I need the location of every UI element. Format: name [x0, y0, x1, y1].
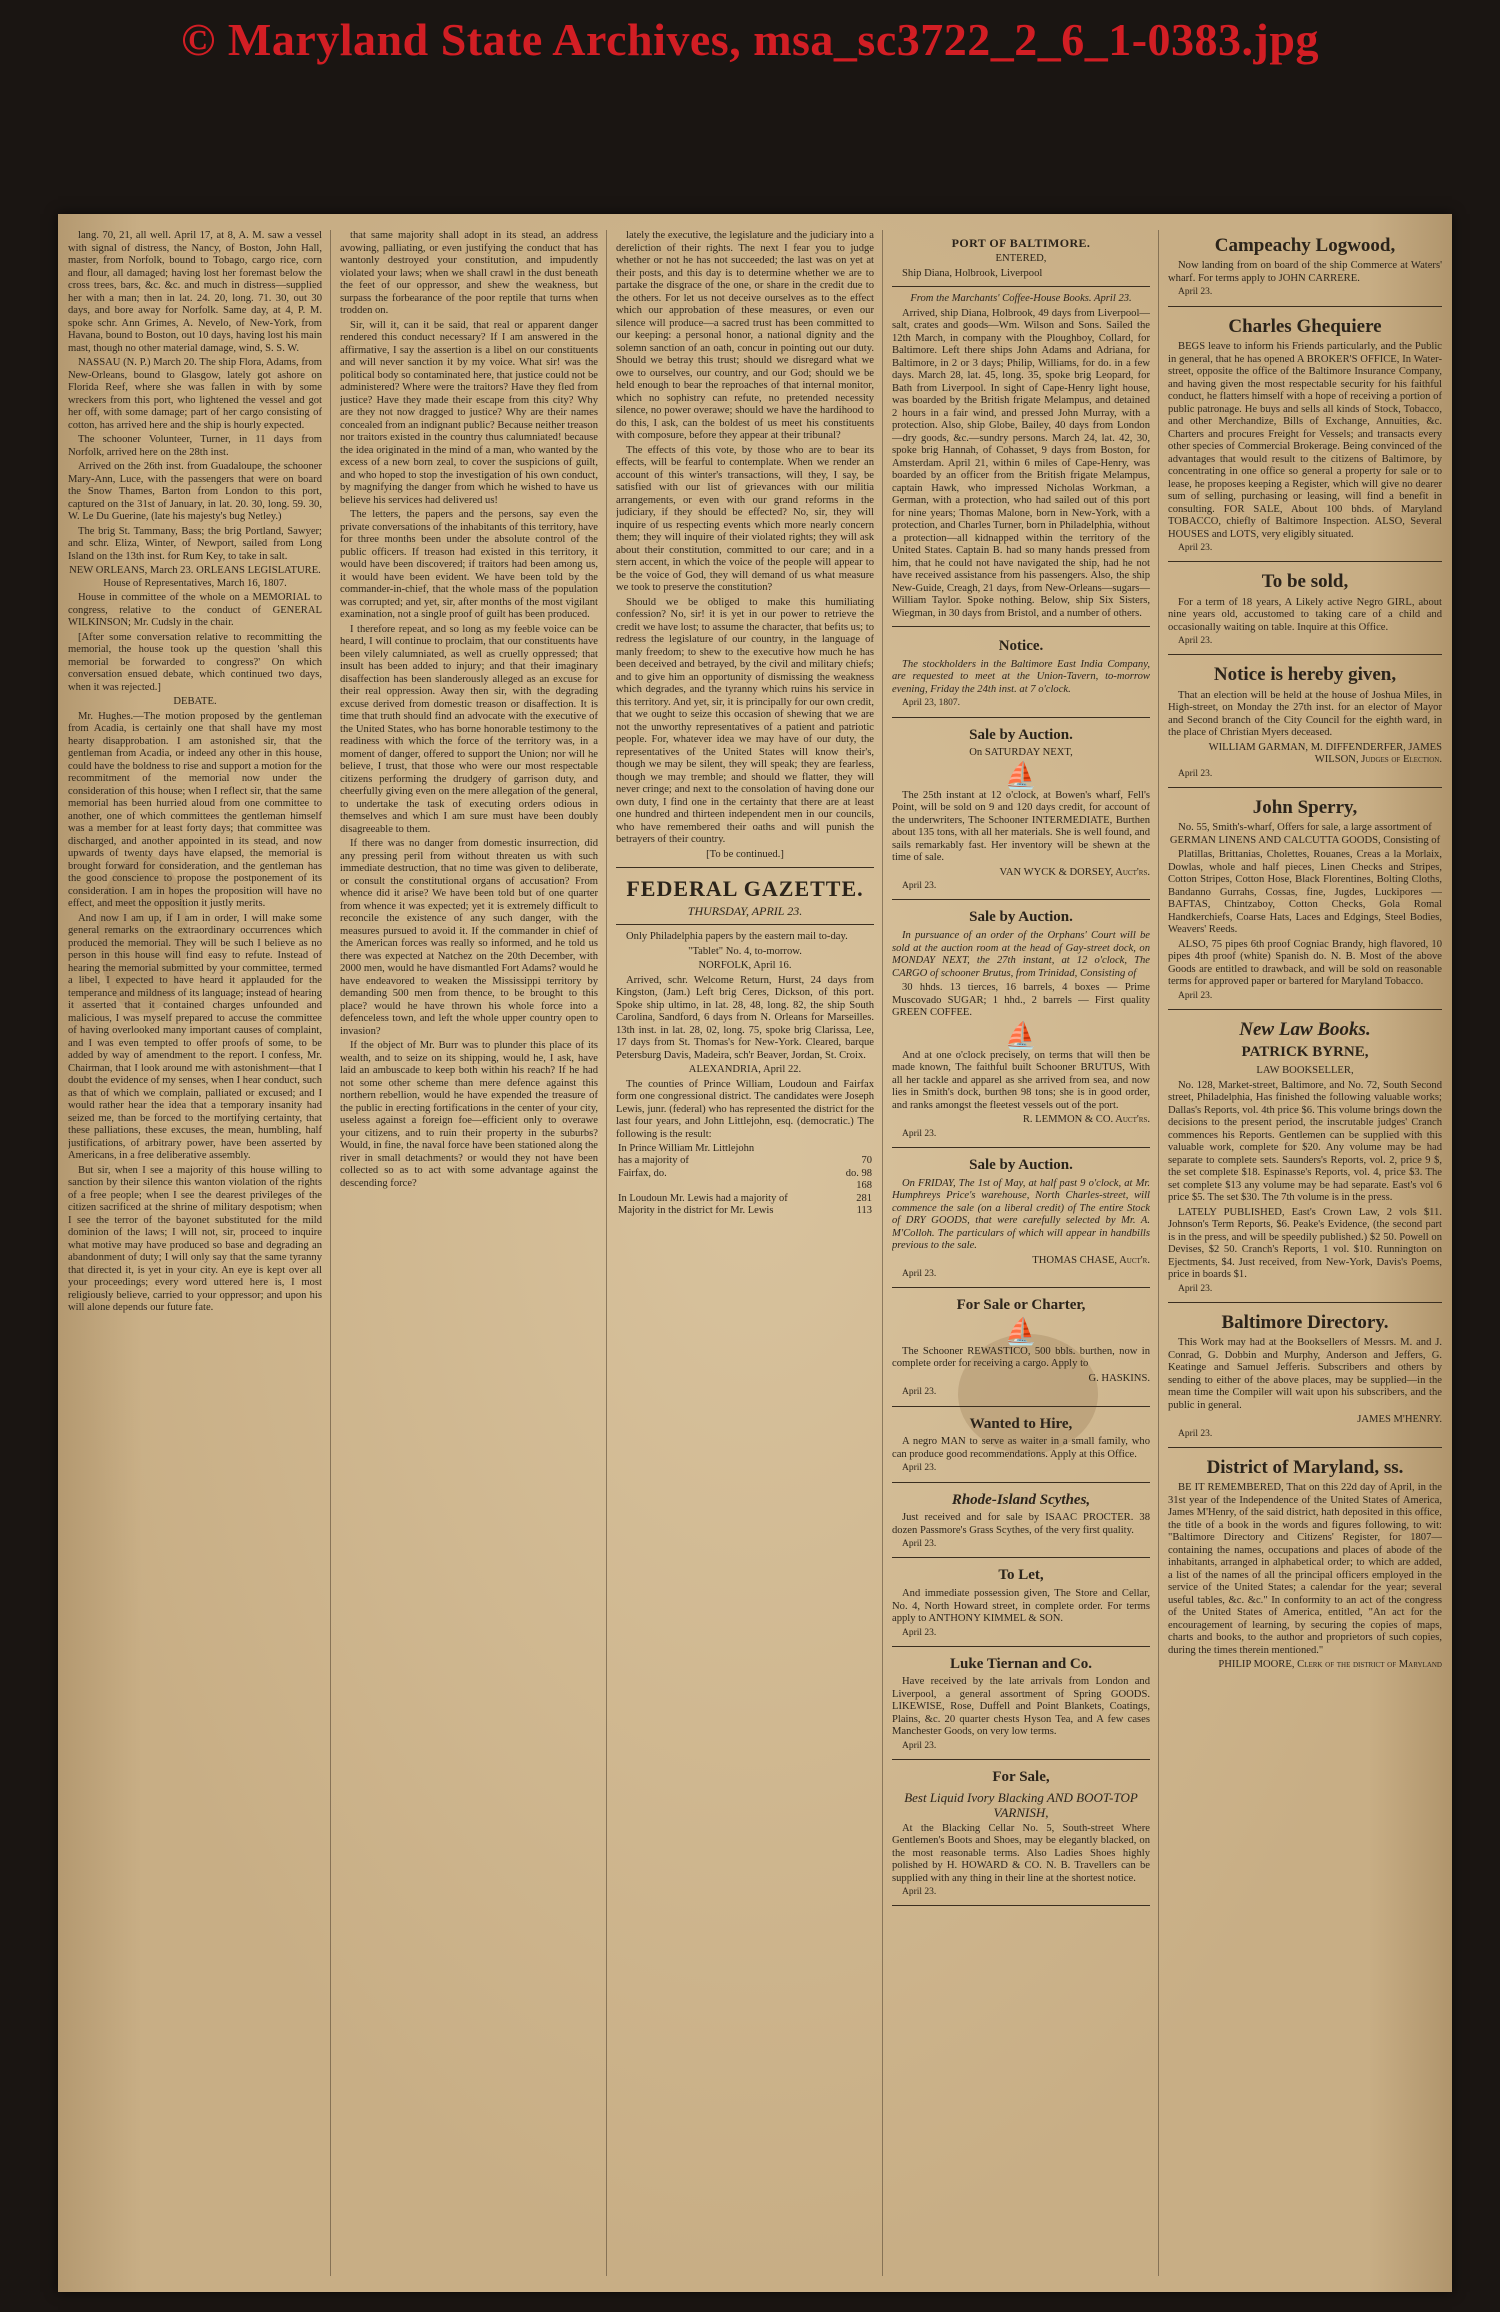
table-row	[616, 1205, 874, 1217]
ad-date: April 23.	[902, 1627, 937, 1638]
table-row	[616, 1168, 874, 1180]
ad-text: A negro MAN to serve as waiter in a small family, who can produce good recommendations. Apply at this Office.	[892, 1436, 1150, 1460]
ad-text: In pursuance of an order of the Orphans' Court will be sold at the auction room at the head of Gay-street dock, on MONDAY NEXT, the 27th instant, at 12 o'clock, The CARGO of schooner Brutus, from Trinidad, Consisting of	[892, 930, 1150, 979]
ad-goods: 30 hhds. 13 tierces, 16 barrels, 4 boxes — Prime Muscovado SUGAR; 1 hhd., 2 barrels — First quality GREEN COFFEE.	[892, 982, 1150, 1019]
ad-text: Now landing from on board of the ship Commerce at Waters' wharf. For terms apply to JOHN CARRERE.	[1168, 260, 1442, 284]
ad-date: April 23.	[902, 1740, 937, 1751]
table-cell: 168	[856, 1180, 872, 1192]
ad-title: Sale by Auction.	[969, 909, 1073, 926]
ad-election-notice	[1168, 659, 1442, 788]
bookseller-role: LAW BOOKSELLER,	[1256, 1065, 1354, 1077]
column-rule	[330, 230, 331, 2276]
ad-law-books	[1168, 1014, 1442, 1303]
paragraph: I therefore repeat, and so long as my feeble voice can be heard, I will continue to proclaim, that our constituents have been vilely calumniated, as well as cruelly oppressed; that insult has been added to injury; and that their imaginary disaffection has been slanderously alleged as an excuse for their real oppression. Away then sir, with the degrading excuse derived from domestic treason or disaffection. It is time that truth should find an advocate with the executive of the United States, who has borne honorable testimony to the readiness with which the force of the territory was, in a moment of danger, offered to support the Union; nor will he believe, I trust, that those who were our most respectable citizens performing the drudgery of garrison duty, and cheerfully giving even on the mere allegation of the general, to undertake the task of executing orders odious in themselves and which I am sure must have been doubly disagreeable to them.	[340, 623, 598, 835]
table-row	[616, 1155, 874, 1167]
paragraph: lang. 70, 21, all well. April 17, at 8, A. M. saw a vessel with signal of distress, the Nancy, of Boston, John Hall, master, from Norfolk, bound to Tobago, cargo rice, corn and flour, all damaged; having lost her foremast below the cross trees, bars, &c. &c. and much in distress—supplied her with a man; then in lat. 24. 20, long. 71. 30, out 30 days, and bore away for Norfolk. Same day, at 4, P. M. spoke schr. Ann Grimes, A. Nevelo, of New-York, from Havana, bound to Boston, out 10 days, having lost his main mast, though no other material damage, wind, S. S. W.	[68, 230, 322, 354]
table-cell: Majority in the district for Mr. Lewis	[618, 1204, 774, 1216]
continued-note: [To be continued.]	[706, 848, 784, 860]
paragraph: But sir, when I see a majority of this house willing to sanction by their silence this wanton violation of the rights of a free people; when I see the dearest privileges of the citizen sacrificed at the shrine of military despotism; when I see the terror of the bayonet substituted for the mild dominion of the laws; I will not, sir, proceed to inquire what motive may have produced so base and degrading an abandonment of duty; I will only say that the same tyranny that directed it, is yet in your city. An eye is kept over all your proceedings; every word uttered here is, I most religiously believe, carried to your oppressor; and upon his will alone depends our future fate.	[68, 1164, 322, 1313]
ad-wanted-to-hire	[892, 1411, 1150, 1483]
ad-title: Notice is hereby given,	[1213, 664, 1397, 686]
entered-label: ENTERED,	[995, 253, 1047, 265]
ad-title: Rhode-Island Scythes,	[951, 1491, 1091, 1508]
ad-title: Campeachy Logwood,	[1214, 235, 1396, 256]
ad-date: April 23.	[902, 1539, 937, 1550]
dateline: ALEXANDRIA, April 22.	[688, 1064, 802, 1076]
divider	[616, 924, 874, 925]
archive-watermark-banner: © Maryland State Archives, msa_sc3722_2_6_1-0383.jpg	[0, 0, 1500, 86]
paragraph: The letters, the papers and the persons, say even the private conversations of the inhabitants of this territory, have for three months been under the absolute control of the public officers. If treason had existed in this territory, it would have been discovered; if traitors had been among us, it would have been evident. We have been told by the commander-in-chief, that the whole mass of the population was corrupted; and yet, sir, after months of the most vigilant examination, not a single proof of guilt has been produced.	[340, 509, 598, 620]
ad-date: April 23.	[902, 1128, 937, 1139]
table-cell	[836, 1143, 874, 1155]
newspaper-page	[58, 214, 1452, 2292]
ad-text: And immediate possession given, The Store and Cellar, No. 4, North Howard street, in complete order. For terms apply to ANTHONY KIMMEL & SON.	[892, 1588, 1150, 1625]
ad-date: April 23.	[1178, 768, 1213, 779]
ad-text: BE IT REMEMBERED, That on this 22d day of April, in the 31st year of the Independence of the United States of America, James M'Henry, of the said district, hath deposited in this office, the title of a book in the words and figures following, to wit: "Baltimore Directory and Citizens' Register, for 1807—containing the names, occupations and places of abode of the inhabitants, arranged in alphabetical order; to which are added, a list of the names of all the principal officers employed in the service of the United States; a calendar for the year; several useful tables, &c. &c." In conformity to an act of the congress of the United States of America, entitled, "An act for the encouragement of learning, by securing the copies of maps, charts and books, to the author and proprietors of such copies, during the times therein mentioned."	[1168, 1482, 1442, 1656]
paragraph: And now I am up, if I am in order, I will make some general remarks on the extraordinary occurrences which produced the memorial. They will be such I believe as no person in this house will find easy to refute. Instead of hearing the memorial submitted by your committee, termed a libel, I expected to have heard it applauded for the temperance and mildness of its language; instead of hearing it asserted that it contained charges unfounded and malicious, I was myself prepared to accuse the committee of having overlooked many important causes of complaint, and I was even tempted to offer proofs of some, to be added by way of amendment to the report. I confess, Mr. Chairman, that I look around me with astonishment—that I doubt the evidence of my senses, when I hear conduct, such as that of which we complain, palliated or excused; and I would rather hear the idea that a temporary insanity had seized me, than be forced to the mortifying certainty, that these palliations, these excuses, the mean, humbling, half justifications, of arbitrary power, have been asserted by Americans, in a free deliberative assembly.	[68, 912, 322, 1161]
ad-text: That an election will be held at the house of Joshua Miles, in High-street, on Monday the 27th inst. for an elector of Mayor and Second branch of the City Council for the eighth ward, in the place of Christian Myers deceased.	[1168, 689, 1442, 739]
ad-text: The Schooner REWASTICO, 500 bbls. burthen, now in complete order for receiving a cargo. Apply to	[892, 1345, 1150, 1370]
divider	[892, 286, 1150, 287]
ad-signature: THOMAS CHASE, Auct'r.	[1032, 1254, 1150, 1266]
ad-title: New Law Books.	[1239, 1019, 1371, 1041]
paragraph: [After some conversation relative to recommitting the memorial, the house took up the question 'shall this memorial be forwarded to congress?' On which conversation ensued debate, which continued two days, when it was rejected.]	[68, 631, 322, 693]
divider	[616, 867, 874, 868]
ad-district-copyright	[1168, 1452, 1442, 1679]
column-rule	[606, 230, 607, 2276]
divider	[892, 626, 1150, 627]
paragraph: Arrived on the 26th inst. from Guadaloupe, the schooner Mary-Ann, Luce, with the passengers that were on board the Snow Thames, Barton from London to this port, captured on the 31st of January, in lat. 20. 30, long. 59. 30, W. Le Du Guerine, (late his majesty's bug Netley.)	[68, 461, 322, 522]
ad-date: April 23.	[902, 1887, 937, 1898]
ad-text: LATELY PUBLISHED, East's Crown Law, 2 vols $11. Johnson's Term Reports, $6. Peake's Evidence, (the second part is in the press, and will be speedily published.) $2 50. Powell on Devises, $2 50. Cranch's Reports, 1 vol. $10. Runnington on Ejectments, $4. Just received, from New-York, Davis's Poems, price in boards $1.	[1168, 1206, 1442, 1281]
table-cell: In Prince William Mr. Littlejohn	[618, 1143, 755, 1155]
column-4-port-ads	[892, 230, 1150, 2276]
ad-john-sperry	[1168, 792, 1442, 1010]
bookseller-name: PATRICK BYRNE,	[1241, 1044, 1369, 1061]
paragraph: lately the executive, the legislature and the judiciary into a dereliction of their rights. The next I fear you to judge whether or not he has not succeeded; the last was on yet at their posts, and this day is to determine whether we are to partake the disgrace of the one, or share in the credit due to the others. For let us not deceive ourselves as to the effect which our approbation of these measures, or even our silence will produce—a sacred trust has been committed to our keeping: a personal honor, a national dignity and the solemn sanction of an oath, concur in pointing out our duty. Should we betray this trust; should we disregard what we owe to ourselves, our country, and our God; should we be held enough to bear the reproaches of that internal monitor, which no sophistry can refute, no pretended necessity silence, no power overawe; should we have the hardihood to do this, I ask, can the boldest of us meet his constituents with composure, before they appear at their tribunal?	[616, 230, 874, 441]
ship-icon: ⛵	[1004, 1020, 1038, 1050]
column-rule	[1158, 230, 1159, 2276]
table-cell: do. 98	[845, 1167, 872, 1179]
column-1-news	[68, 230, 322, 2276]
ad-logwood	[1168, 230, 1442, 307]
section-heading: DEBATE.	[173, 696, 217, 707]
ad-signature: PHILIP MOORE, Clerk of the district of Maryland	[1218, 1659, 1442, 1671]
ad-date: April 23.	[1178, 543, 1213, 554]
entered-line: Ship Diana, Holbrook, Liverpool	[902, 267, 1043, 279]
ad-title: Notice.	[998, 638, 1044, 655]
table-cell: 113	[856, 1204, 872, 1216]
ad-text: And at one o'clock precisely, on terms that will then be made known, The faithful built Schooner BRUTUS, With all her tackle and apparel as she arrived from sea, and now lies in Smith's dock, burthen 98 tons; she is in good order, and ranks amongst the fleetest vessels out of the port.	[892, 1049, 1150, 1111]
ad-lead: On SATURDAY NEXT,	[969, 747, 1073, 759]
paragraph: that same majority shall adopt in its stead, an address avowing, palliating, or even justifying the conduct that has wantonly destroyed your constitution, and impudently violated your laws; when we shall crawl in the dust beneath the feet of our oppressor, and shew the weakness, but surpass the forbearance of the poor reptile that turns when trodden on.	[340, 230, 598, 316]
mail-notice: Only Philadelphia papers by the eastern mail to-day.	[626, 931, 848, 943]
ship-icon: ⛵	[1004, 1316, 1038, 1346]
ad-tiernan	[892, 1651, 1150, 1760]
paragraph: NASSAU (N. P.) March 20. The ship Flora, Adams, from New-Orleans, bound to Glasgow, lately got ashore on Florida Reef, where she was fallen in with by some wreckers from this port, who lightened the vessel and got her off, with some damage; part of her cargo consisting of cotton, has arrived here and the ship is hourly expected.	[68, 357, 322, 431]
ad-auction-2	[892, 904, 1150, 1147]
ad-text: No. 55, Smith's-wharf, Offers for sale, a large assortment of GERMAN LINENS AND CALCUTTA GOODS, Consisting of	[1169, 822, 1441, 846]
column-3-debate-gazette	[616, 230, 874, 2276]
ad-to-let	[892, 1562, 1150, 1646]
ad-title: To Let,	[998, 1567, 1044, 1584]
paragraph: The counties of Prince William, Loudoun and Fairfax form one congressional district. The candidates were Joseph Lewis, junr. (federal) who has represented the district for the last four years, and John Littlejohn, esq. (democratic.) The following is the result:	[616, 1078, 874, 1140]
ad-date: April 23, 1807.	[902, 698, 961, 709]
ship-icon: ⛵	[1004, 760, 1038, 790]
paragraph: If there was no danger from domestic insurrection, did any pressing peril from without threaten us with such immediate destruction, that no time was given to deliberate, or consult the constitutional organs of accusation? From whence did it arise? We have been told but of one quarter from whence it was expected; yet it is extremely difficult to reconcile the existence of any such danger, with the measures pursued to avoid it. If the commander in chief of the American forces was really so informed, and he told us there was expected at Natchez on the 20th December, with 2000 men, would he have dismantled Fort Adams? would he have endeavored to weaken the Mississippi territory by demanding 500 men from thence, to be brought to this place? would he have thrown his whole force into a defenceless town, and left the whole upper country open to invasion?	[340, 838, 598, 1037]
ad-date: April 23.	[902, 881, 937, 892]
paragraph: Arrived, ship Diana, Holbrook, 49 days from Liverpool—salt, crates and goods—Wm. Wilson and Sons. Sailed the 12th March, in company with the Ploughboy, Collard, for Baltimore. Left there ships John Adams and Adriana, for Baltimore, in 2 or 3 days; Philip, Williams, for do. in a few days. March 28, lat. 45, long. 35, spoke brig Leopard, for Bath from Liverpool. In sight of Cape-Henry light house, was boarded by the British frigate Melampus, and detained 2 hours in a fair wind, and pressed John Murray, with a protection. Also, ship Globe, Bailey, 40 days from London—dry goods, &c.—sundry persons. March 24, lat. 42, 30, spoke brig Hannah, of Cohasset, 9 days from Boston, for Amsterdam. April 21, within 6 miles of Cape-Henry, was boarded by an officer from the British frigate Melampus, captain Hawk, who impressed Nicholas Workman, a German, with a protection, who had sailed out of this port for nine years; Thomas Malone, born in New-York, with a protection, and Charles Turner, born in Philadelphia, without a protection—all kidnapped within the territory of the United States. Captain B. had so many hands pressed from him, that he could not have navigated the ship, had he not have received assistance from his passengers. Also, the ship New-Guide, Creagh, 21 days, from New-Orleans—sugars—William Taylor. Spoke nothing. Below, ship Six Sisters, Wiegman, in 30 days from Bristol, and a number of others.	[892, 307, 1150, 619]
ad-scythes	[892, 1487, 1150, 1559]
ad-broker-office	[1168, 311, 1442, 563]
ad-text: On FRIDAY, The 1st of May, at half past 9 o'clock, at Mr. Humphreys Price's warehouse, North Charles-street, will commence the sale (on a liberal credit) of The entire Stock of DRY GOODS, that were carefully selected by Mr. A. M'Colloh. The particulars of which will appear in handbills previous to the sale.	[892, 1177, 1150, 1252]
column-5-ads	[1168, 230, 1442, 2276]
ad-title: For Sale or Charter,	[956, 1297, 1086, 1314]
column-rule	[882, 230, 883, 2276]
paragraph: The effects of this vote, by those who are to bear its effects, will be fearful to contemplate. When we render an account of this winter's transactions, will they, I say, be satisfied with our list of grievances with our militia arrangements, or even with our grand reforms in the judiciary, if they should be effected? No, sir, they will inquire of us respecting events which more nearly concern them; they will inquire of their violated rights; they will ask about their constitution, committed to our care; and in a stern accent, in which the voice of the people will appear to be the voice of God, they will demand of us what measure we took to preserve the constitution?	[616, 444, 874, 593]
table-cell: In Loudoun Mr. Lewis had a majority of	[618, 1192, 788, 1204]
federal-gazette-date: THURSDAY, APRIL 23.	[687, 903, 803, 918]
election-results-table	[616, 1143, 874, 1217]
paragraph: Arrived, schr. Welcome Return, Hurst, 24 days from Kingston, (Jam.) Left brig Ceres, Dickson, of this port. Spoke ship ultimo, in lat. 28, 48, long. 82, the ship South Carolina, Sandford, 6 days from N. Orleans for Marseilles. 13th inst. in lat. 28, 02, long. 75, spoke brig Clarissa, Lee, 17 days from St. Thomas's for New-York. Cleared, barque Petersburg Davis, Madeira, sch'r Beaver, Jordan, St. Croix.	[616, 974, 874, 1061]
ad-date: April 23.	[1178, 1428, 1213, 1439]
dateline: NEW ORLEANS, March 23. ORLEANS LEGISLATURE. House of Representatives, March 16, 1807.	[69, 565, 321, 589]
ad-signature: JAMES M'HENRY.	[1357, 1414, 1442, 1426]
ad-text: Just received and for sale by ISAAC PROCTER. 38 dozen Passmore's Grass Scythes, of the very first quality.	[892, 1512, 1150, 1536]
federal-gazette-title: FEDERAL GAZETTE.	[626, 876, 864, 901]
ad-date: April 23.	[1178, 636, 1213, 647]
ad-text: For a term of 18 years, A Likely active Negro GIRL, about nine years old, accustomed to taking care of a child and occasionally waiting on table. Inquire at this Office.	[1168, 596, 1442, 633]
dateline: NORFOLK, April 16.	[698, 960, 792, 972]
ad-charter	[892, 1292, 1150, 1406]
ad-text: Have received by the late arrivals from London and Liverpool, a general assortment of Spring GOODS. LIKEWISE, Rose, Duffell and Point Blankets, Coatings, Plains, &c. 20 quarter chests Hyson Tea, and A few cases Manchester Goods, on very low terms.	[892, 1676, 1150, 1738]
ad-date: April 23.	[902, 1387, 937, 1398]
ad-text: At the Blacking Cellar No. 5, South-street Where Gentlemen's Boots and Shoes, may be elegantly blacked, on the most reasonable terms. Also Ladies Shoes highly polished by H. HOWARD & CO. N. B. Travellers can be supplied with any thing in their line at the shortest notice.	[892, 1822, 1150, 1884]
ad-to-be-sold	[1168, 566, 1442, 655]
ad-date: April 23.	[1178, 287, 1213, 298]
ad-subtitle: Best Liquid Ivory Blacking AND BOOT-TOP VARNISH,	[904, 1789, 1138, 1821]
ad-text: The 25th instant at 12 o'clock, at Bowen's wharf, Fell's Point, will be sold on 9 and 120 days credit, for account of the underwriters, The Schooner INTERMEDIATE, Burthen about 135 tons, with all her materials. She is well found, and sails remarkably fast. Her inventory will be shewn at the time of sale.	[892, 789, 1150, 864]
table-cell: 281	[856, 1192, 872, 1204]
table-row	[616, 1193, 874, 1205]
table-row	[616, 1180, 874, 1192]
ad-auction-1	[892, 722, 1150, 901]
ad-title: Luke Tiernan and Co.	[950, 1655, 1092, 1672]
ad-title: Charles Ghequiere	[1228, 315, 1382, 337]
ad-title: Sale by Auction.	[969, 726, 1073, 743]
ad-title: District of Maryland, ss.	[1206, 1456, 1404, 1478]
ad-title: To be sold,	[1261, 571, 1349, 593]
paragraph: The schooner Volunteer, Turner, in 11 days from Norfolk, arrived here on the 28th inst.	[68, 434, 322, 458]
ad-signature: R. LEMMON & CO. Auct'rs.	[1022, 1114, 1150, 1126]
paragraph: Should we be obliged to make this humiliating confession? No, sir! it is yet in our power to retrieve the credit we have lost; to assume the character, that befits us; to redress the legislature of our country, in the language of manly freedom; to shew to the executive how much he has been deceived and betrayed, by the civil and military chiefs; and to give him an opportunity of dismissing the weakness which degrades, and the tyranny which ruins his service in this territory. And yet, sir, it is principally for our own credit, that we ought to seize this occasion of shewing that we are not the unworthy representatives of a patient and patriotic people. For, whatever idea we may have of our duty, the representatives of the United States will know their's, though we may be silent, they will speak; they are fearless, though we may tremble; and should we flatter, they will never cringe; and next to the consolation of having done our own duty, I find one in the certainty that there are at least one hundred and thirteen independent men in our councils, who have remembered their oaths and will punish the betrayers of their country.	[616, 596, 874, 845]
ad-text: No. 128, Market-street, Baltimore, and No. 72, South Second street, Philadelphia, Has finished the following valuable works; Dallas's Reports, vol. 4th price $6. This volume brings down the decisions to the present period, the inscrutable judges' Cranch commences his Reports. Gentlemen can be supplied with this valuable work, complete for $20. Any volume may be had separate to complete sets. Saunders's Reports, vol. 2, price 9 $, the set complete $18. Espinasse's Reports, vol. 4, price $3. The set complete $13 any volume may be had separate. East's vol 6 price $5. The set $30. The 7th volume is in the press.	[1168, 1079, 1442, 1204]
ad-title: Sale by Auction.	[969, 1156, 1073, 1173]
table-row	[616, 1143, 874, 1155]
paragraph: The brig St. Tammany, Bass; the brig Portland, Sawyer; and schr. Eliza, Winter, of Newport, sailed from Long Island on the 13th inst. for Rum Key, to take in salt.	[68, 525, 322, 562]
ad-title: Baltimore Directory.	[1221, 1311, 1389, 1333]
ad-notice	[892, 633, 1150, 717]
ad-date: April 23.	[902, 1463, 937, 1474]
paragraph: Sir, will it, can it be said, that real or apparent danger rendered this conduct necessary? If I am answered in the affirmative, I say the assertion is a libel on our constituents and will never sanction it by my voice. What sir! was the political body so contaminated here, that justice could not be administered? Where were the traitors? Have they fled from justice? Have they made their escape from this city? Why are they not now dragged to justice? Why are their names concealed from an indignant public? Because neither treason nor traitors existed in the country thus calumniated! because the idea originated in the mind of a man, who wanted by the excess of a new born zeal, to cover the suspicions of guilt, and who hoped to stop the investigation of his own conduct, by magnifying the danger from which he wished to have us believe his services had delivered us!	[340, 319, 598, 506]
ad-signature: G. HASKINS.	[1088, 1372, 1150, 1384]
coffee-house-heading: From the Marchants' Coffee-House Books. April 23.	[910, 293, 1132, 305]
tablet-notice: "Tablet" No. 4, to-morrow.	[688, 945, 802, 957]
ad-title: For Sale,	[992, 1769, 1050, 1786]
table-cell: has a majority of	[618, 1155, 689, 1167]
column-2-debate	[340, 230, 598, 2276]
ad-date: April 23.	[1178, 1283, 1213, 1294]
ad-text: ALSO, 75 pipes 6th proof Cogniac Brandy, high flavored, 10 pipes 4th proof (white) Spanish do. N. B. Most of the above Goods are entitled to drawback, and will be sold on reasonable terms for approved paper or bartered for Maryland Tobacco.	[1168, 938, 1442, 988]
paragraph: If the object of Mr. Burr was to plunder this place of its wealth, and to seize on its shipping, would he, I ask, have laid an ambuscade to keep both within his reach? If he had not some other scheme than mere defence against this northern rebellion, would he have expended the treasure of the public in erecting fortifications in the center of your city, useless against a foreign foe—efficient only to overawe your citizens, and to ruin their property in the suburbs? Would, in fine, the naval force have been stationed along the river in small detachments? or would they not have been collected so as to act with some advantage against the descending force?	[340, 1040, 598, 1189]
ad-auction-3	[892, 1152, 1150, 1288]
table-cell: 70	[861, 1155, 872, 1167]
port-heading: PORT OF BALTIMORE.	[951, 236, 1091, 250]
ad-text: BEGS leave to inform his Friends particularly, and the Public in general, that he has opened A BROKER'S OFFICE, In Water-street, opposite the office of the Baltimore Insurance Company, and having given the most respectable security for his faithful conduct, he flatters himself with a hope of receiving a portion of public patronage. He buys and sells all kinds of Stock, Tobacco, and other Merchandize, Bills of Exchange, Annuities, &c. Charters and procures Freight for Vessels; and transacts every other species of Commercial Brokerage. Being convinced of the advantages that would result to the citizens of Baltimore, by concentrating in one office so general a property for sale or to lease, he proposes keeping a Register, which will give no dearer sum of selling, purchasing or leasing, will find a benefit in consulting. FOR SALE, About 100 bhds. of Maryland TOBACCO, chiefly of Baltimore Inspection. ALSO, Several HOUSES and LOTS, very eligibly situated.	[1168, 341, 1442, 540]
paragraph: House in committee of the whole on a MEMORIAL to congress, relative to the conduct of GENERAL WILKINSON; Mr. Cudsly in the chair.	[68, 592, 322, 628]
ad-date: April 23.	[902, 1269, 937, 1280]
ad-text: The stockholders in the Baltimore East India Company, are requested to meet at the Union-Tavern, to-morrow evening, Friday the 24th inst. at 7 o'clock.	[892, 658, 1150, 695]
table-cell	[616, 1180, 836, 1192]
ad-text: This Work may had at the Booksellers of Messrs. M. and J. Conrad, G. Dobbin and Murphy, Anderson and Jeffers, G. Keatinge and Samuel Jefferis. Subscribers and others by sending to either of the above places, may be supplied—in the mean time the Compiler will wait upon his subscribers, and the public in general.	[1168, 1337, 1442, 1411]
ad-signature: WILLIAM GARMAN, M. DIFFENDERFER, JAMES WILSON, Judges of Election.	[1208, 741, 1442, 766]
ad-blacking	[892, 1764, 1150, 1906]
ad-goods: Platillas, Brittanias, Cholettes, Rouanes, Creas a la Morlaix, Dowlas, whole and half pieces, Linen Checks and Stripes, Cotton Stripes, Cotton Hose, Black Florentines, Bolting Cloths, Bandanno Gurrahs, Cossas, fine, Jugdes, Luckipores — BAFTAS, Chintzaboy, Cotton Checks, Gola Romal Handkerchiefs, Coarse Hats, Laces and Edgings, Steel Bodies, Weavers' Reeds.	[1168, 849, 1442, 936]
ad-title: John Sperry,	[1252, 796, 1358, 818]
table-cell: Fairfax, do.	[618, 1167, 667, 1179]
ad-title: Wanted to Hire,	[969, 1415, 1073, 1432]
ad-baltimore-directory	[1168, 1307, 1442, 1448]
ad-date: April 23.	[1178, 990, 1213, 1001]
ad-signature: VAN WYCK & DORSEY, Auct'rs.	[999, 866, 1150, 878]
paragraph: Mr. Hughes.—The motion proposed by the gentleman from Acadia, is certainly one that shall have my most hearty disapprobation. I am astonished sir, that the gentleman from Acadia, or indeed any other in this house, could have the boldness to rise and support a motion for the recommitment of the memorial now under the consideration of this house; when I reflect sir, that the same memorial has been hurried aloud from one committee to another, one of which committees the gentleman himself was a member for at least forty days; that committee was discharged, and another appointed in its stead, and now upwards of twenty days have elapsed, the memorial is brought forward for consideration, and the gentleman has the good conscience to propose the postponement of its consideration. I am in hopes the proposition will have no effect, and meet the opposition it justly merits.	[68, 710, 322, 909]
